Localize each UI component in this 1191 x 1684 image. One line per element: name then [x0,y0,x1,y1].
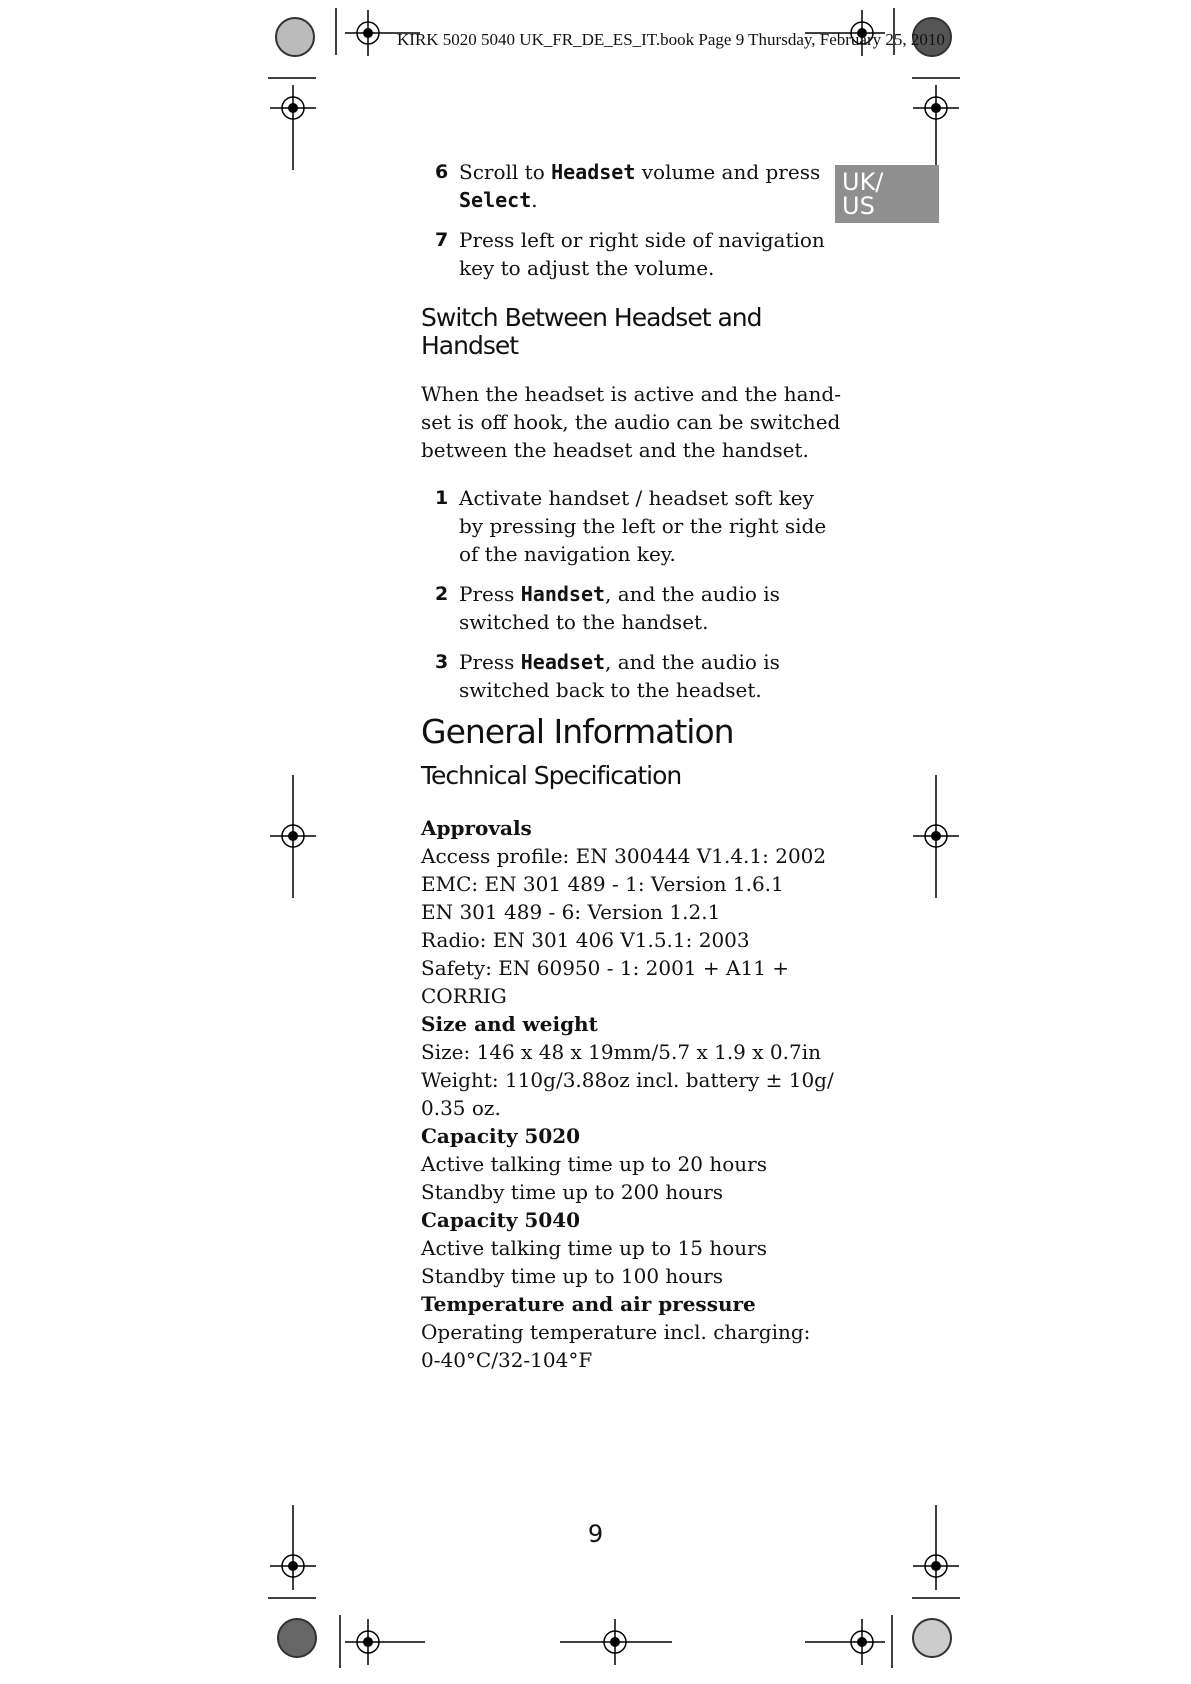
technical-spec-list [421,814,841,1374]
step-text-part: Press [459,650,521,674]
step-text [459,648,841,704]
ui-label-handset: Handset [520,582,606,606]
step-text-part: Scroll to [459,160,552,184]
ui-label-headset: Headset [551,160,636,184]
step-text-part: , and the audio is switched back to the headset. [459,650,780,702]
ui-label-headset: Headset [520,650,606,674]
step-text-part: Press [459,582,521,606]
step-number: 1 [435,487,449,509]
language-tab-line1: UK/ [842,168,884,196]
section-heading: Switch Between Headset and Handset [421,303,762,360]
step-number: 2 [435,583,449,605]
step-text [459,580,841,636]
language-tab-line2: US [842,192,875,220]
step-text: Press left or right side of navigation key to adjust the volume. [459,228,825,280]
spec-line: Radio: EN 301 406 V1.5.1: 2003 [421,928,750,952]
step-text-part: , and the audio is switched to the handset. [459,582,780,634]
running-header: KIRK 5020 5040 UK_FR_DE_ES_IT.book Page 9 Thursday, February 25, 2010 [397,30,945,49]
step-number: 6 [435,161,449,183]
instruction-step [421,226,841,282]
subsection-heading: Technical Specification [421,761,682,790]
spec-line: Active talking time up to 20 hours [421,1152,767,1176]
instruction-step [421,580,841,636]
step-number: 7 [435,229,449,251]
instruction-step [421,158,841,214]
chapter-heading: General Information [421,712,734,751]
spec-title-capacity-5040: Capacity 5040 [421,1208,581,1232]
spec-line: 0-40°C/32-104°F [421,1348,593,1372]
spec-line: Safety: EN 60950 - 1: 2001 + A11 + CORRIG [421,956,790,1008]
spec-line: Access profile: EN 300444 V1.4.1: 2002 [421,844,827,868]
spec-title-approvals: Approvals [421,816,532,840]
spec-line: Standby time up to 100 hours [421,1264,724,1288]
instruction-step [421,648,841,704]
step-text [459,158,841,214]
spec-title-capacity-5020: Capacity 5020 [421,1124,581,1148]
spec-title-size: Size and weight [421,1012,598,1036]
spec-line: Active talking time up to 15 hours [421,1236,767,1260]
step-text-part: . [531,188,538,212]
step-number: 3 [435,651,449,673]
page-number: 9 [587,1520,604,1548]
step-text-part: volume and press [635,160,821,184]
spec-title-temperature: Temperature and air pressure [421,1292,756,1316]
ui-label-select: Select [459,188,532,212]
spec-line: Weight: 110g/3.88oz incl. battery ± 10g/ 0.35 oz. [421,1068,834,1120]
spec-line: EMC: EN 301 489 - 1: Version 1.6.1 [421,872,784,896]
spec-line: Size: 146 x 48 x 19mm/5.7 x 1.9 x 0.7in [421,1040,821,1064]
instruction-step [421,484,841,568]
page-content [421,158,841,1374]
spec-line: EN 301 489 - 6: Version 1.2.1 [421,900,721,924]
spec-line: Standby time up to 200 hours [421,1180,724,1204]
section-intro: When the headset is active and the hand-set is off hook, the audio can be switched between the headset and the handset. [421,382,841,462]
language-tab [835,165,939,223]
step-text: Activate handset / headset soft key by pressing the left or the right side of the navigation key. [459,486,827,566]
spec-line: Operating temperature incl. charging: [421,1320,811,1344]
